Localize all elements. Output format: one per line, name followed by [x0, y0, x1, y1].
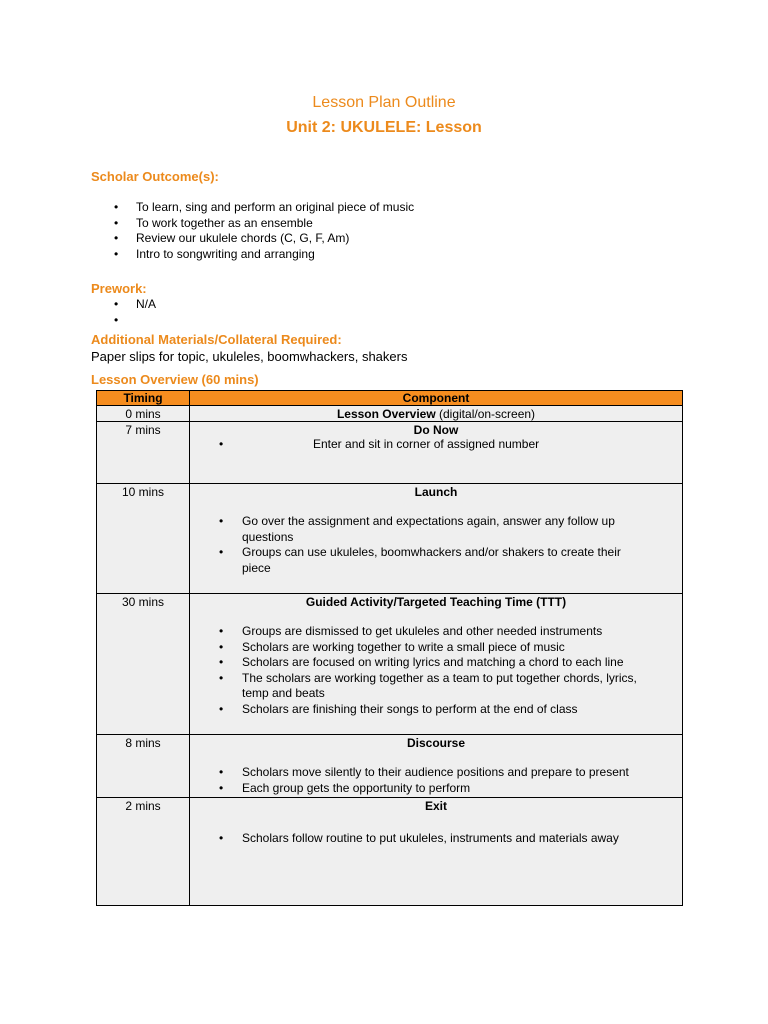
list-item: • Groups can use ukuleles, boomwhackers and/or shakers to create their piece [190, 545, 682, 576]
timing-cell: 0 mins [97, 406, 190, 422]
list-item: • To learn, sing and perform an original piece of music [0, 200, 414, 216]
materials-heading: Additional Materials/Collateral Required: [91, 332, 342, 347]
timing-cell: 7 mins [97, 422, 190, 484]
component-bullets [190, 750, 682, 796]
document-title: Lesson Plan Outline [312, 94, 456, 111]
component-title-text: Lesson Overview [336, 407, 436, 421]
document-subtitle: Unit 2: UKULELE: Lesson [286, 119, 482, 136]
table-row [97, 798, 683, 906]
table-row [97, 594, 683, 735]
component-bullets [190, 499, 682, 576]
list-item: • Scholars move silently to their audience positions and prepare to present [190, 765, 682, 781]
component-title: Launch [414, 485, 458, 499]
table-row [97, 422, 683, 484]
list-item: • Groups are dismissed to get ukuleles and other needed instruments [190, 624, 682, 640]
list-item [190, 437, 682, 453]
list-item: • Scholars are focused on writing lyrics and matching a chord to each line [190, 655, 682, 671]
component-cell [190, 422, 683, 484]
component-bullets [190, 437, 682, 453]
component-title: Exit [424, 799, 447, 813]
component-header: Component [190, 391, 683, 406]
component-title: Do Now [413, 423, 459, 437]
list-item: • Scholars are finishing their songs to perform at the end of class [190, 702, 682, 718]
component-title: Guided Activity/Targeted Teaching Time (TTT) [305, 595, 567, 609]
component-cell [190, 735, 683, 798]
table-row [97, 735, 683, 798]
timing-cell: 10 mins [97, 484, 190, 594]
component-cell [190, 406, 683, 422]
prework-heading: Prework: [91, 281, 147, 296]
table-header-row [97, 391, 683, 406]
component-cell [190, 484, 683, 594]
list-item: • Each group gets the opportunity to perform [190, 781, 682, 797]
timing-cell: 2 mins [97, 798, 190, 906]
list-item: • Intro to songwriting and arranging [0, 247, 414, 263]
prework-list [0, 297, 156, 328]
component-title-suffix: (digital/on-screen) [435, 407, 536, 421]
table-row [97, 406, 683, 422]
list-item: • Review our ukulele chords (C, G, F, Am) [0, 231, 414, 247]
timing-cell: 30 mins [97, 594, 190, 735]
component-cell [190, 798, 683, 906]
outcomes-list [0, 200, 414, 262]
lesson-overview-table [96, 390, 683, 906]
overview-heading: Lesson Overview (60 mins) [91, 372, 259, 387]
list-item: • Scholars follow routine to put ukuleles, instruments and materials away [190, 831, 682, 847]
component-cell [190, 594, 683, 735]
list-item: • The scholars are working together as a team to put together chords, lyrics, temp and beats [190, 671, 682, 702]
timing-header: Timing [97, 391, 190, 406]
list-item: • To work together as an ensemble [0, 216, 414, 232]
component-bullets [190, 609, 682, 717]
list-item [0, 313, 156, 329]
list-item: • Scholars are working together to write a small piece of music [190, 640, 682, 656]
component-title [190, 406, 682, 421]
list-item: • N/A [0, 297, 156, 313]
timing-cell: 8 mins [97, 735, 190, 798]
component-title: Discourse [406, 736, 466, 750]
list-item: • Go over the assignment and expectations again, answer any follow up questions [190, 514, 682, 545]
bullet-text: Enter and sit in corner of assigned number [313, 437, 540, 451]
component-bullets [190, 813, 682, 847]
materials-text: Paper slips for topic, ukuleles, boomwhackers, shakers [91, 349, 408, 364]
outcomes-heading: Scholar Outcome(s): [91, 169, 219, 184]
table-row [97, 484, 683, 594]
